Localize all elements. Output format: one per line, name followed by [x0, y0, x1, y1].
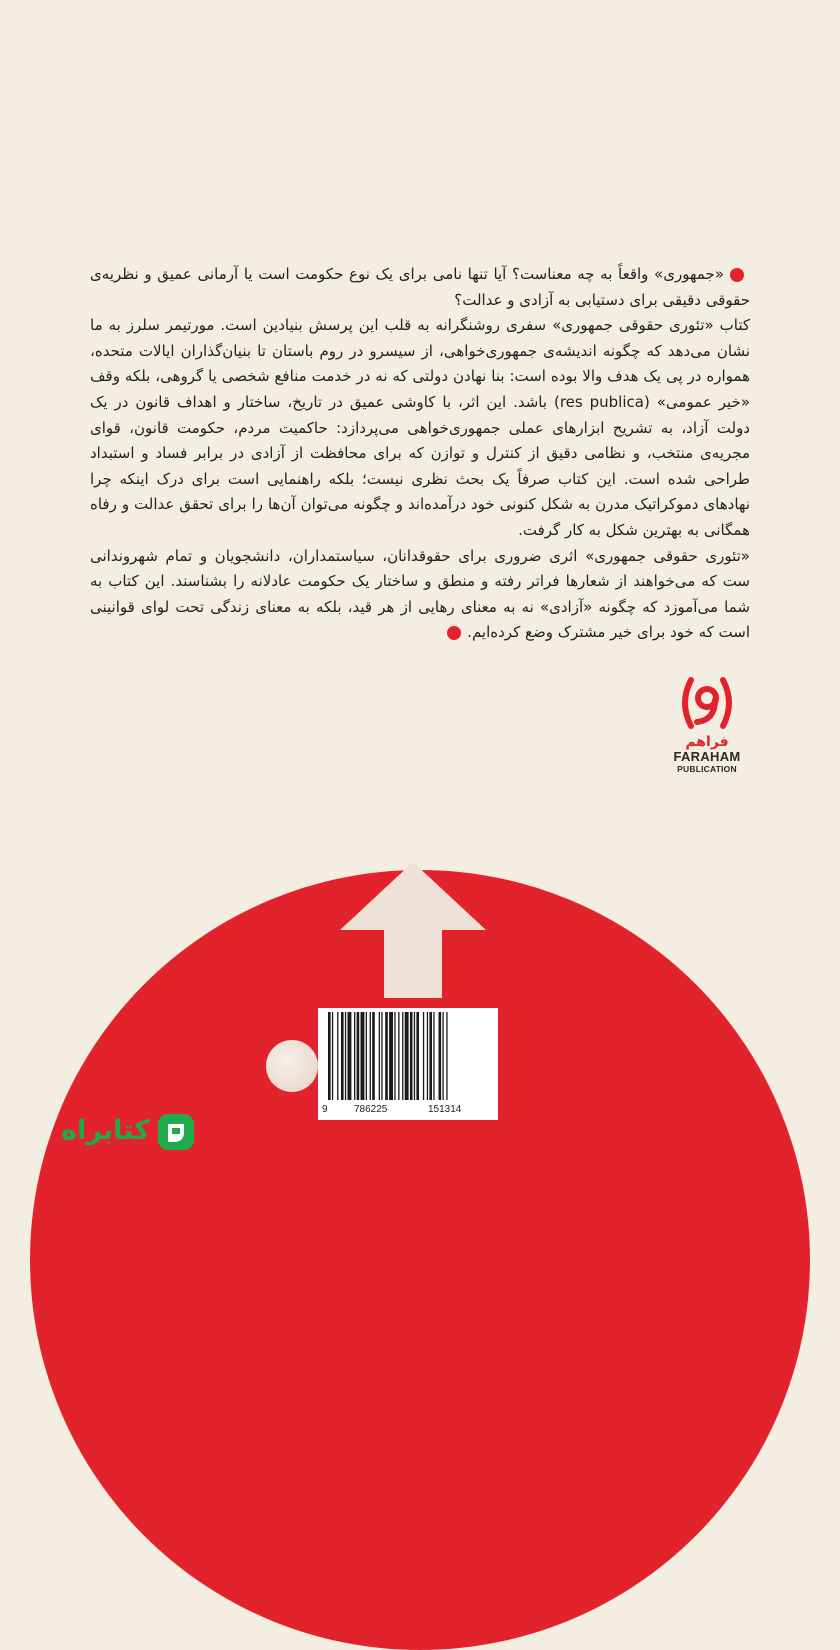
blurb-paragraph-3: «تئوری حقوقی جمهوری» اثری ضروری برای حقوقدانان، سیاستمداران، دانشجویان و تمام شهروندانی ست که می‌خواهند از شعارها فراتر رفته و منطق و ساختار یک حکومت عادلانه را بشناسند. این کتاب به شما می‌آموزد که چگونه «آزادی» نه به معنای رهایی از هر قید، بلکه به معنای زندگی تحت لوای قوانینی است که خود برای خیر مشترک وضع کرده‌ایم.: [90, 546, 750, 642]
red-bullet-end-icon: [447, 626, 461, 640]
red-bullet-icon: [730, 268, 744, 282]
ketabrah-logo-icon: [156, 1112, 196, 1152]
isbn-barcode: [318, 1008, 498, 1120]
barcode-group-2: 151314: [428, 1104, 462, 1115]
blurb-paragraph-2: کتاب «تئوری حقوقی جمهوری» سفری روشنگرانه به قلب این پرسش بنیادین است. مورتیمر سلرز به ما نشان می‌دهد که چگونه اندیشه‌ی جمهوری‌خواهی، از سیسرو در روم باستان تا بنیان‌گذاران ایالات متحده، همواره در پی یک هدف والا بوده است: بنا نهادن دولتی که نه در خدمت منافع شخصی یا گروهی، بلکه وقف «خیر عمومی» (res publica) باشد. این اثر، با کاوشی عمیق در تاریخ، ساختار و اهداف قانون در یک دولت آزاد، به تشریح ابزارهای عملی جمهوری‌خواهی می‌پردازد: حاکمیت مردم، حکومت قانون، قوای مجریه‌ی منتخب، و نظامی دقیق از کنترل و توازن که برای محافظت از آزادی در برابر فساد و استبداد طراحی شده است. این کتاب صرفاً یک بحث نظری نیست؛ بلکه راهنمایی است برای درک اینکه چرا نهادهای دموکراتیک مدرن به شکل کنونی خود درآمده‌اند و چگونه می‌توان آن‌ها را برای تحقق عدالت و رفاه همگانی به بهترین شکل به کار گرفت.: [90, 316, 750, 539]
publisher-name-fa: فراهم: [685, 734, 729, 750]
barcode-group-1: 786225: [354, 1104, 388, 1115]
barcode-bars-icon: [318, 1008, 498, 1104]
watermark-text: کتابراه: [61, 1115, 150, 1146]
publisher-logo: [673, 676, 741, 774]
publisher-sub-en: PUBLICATION: [677, 764, 737, 774]
publisher-mark-icon: [673, 676, 741, 730]
ketabrah-watermark: [40, 1108, 210, 1168]
barcode-digits: [318, 1104, 498, 1118]
white-dot-graphic: [266, 1040, 318, 1092]
barcode-first-digit: 9: [322, 1104, 328, 1115]
up-arrow-icon: [338, 860, 488, 1000]
back-cover-blurb: [90, 262, 750, 646]
publisher-name-en: FARAHAM: [673, 749, 741, 764]
blurb-paragraph-1: «جمهوری» واقعاً به چه معناست؟ آیا تنها نامی برای یک نوع حکومت است یا آرمانی عمیق و نظریه‌ی حقوقی دقیقی برای دستیابی به آزادی و عدالت؟: [90, 265, 750, 309]
